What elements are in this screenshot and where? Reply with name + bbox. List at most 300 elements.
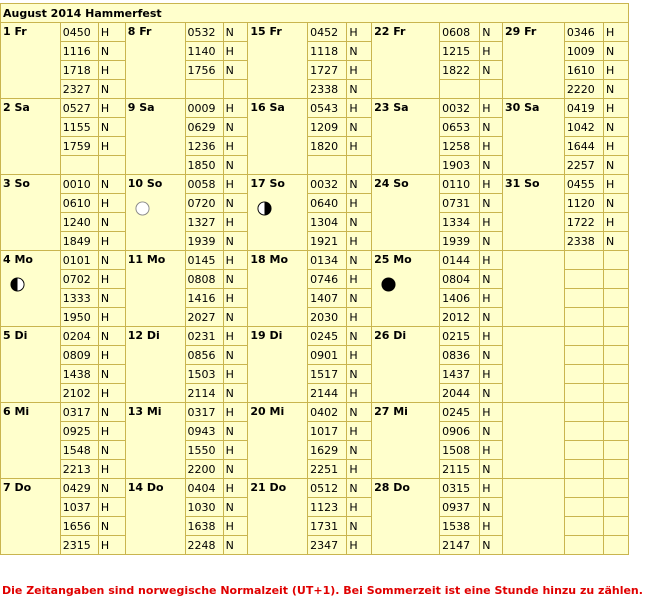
tide-type: H <box>347 460 372 479</box>
tide-type: H <box>98 137 125 156</box>
tide-time: 0215 <box>440 327 480 346</box>
tide-type: N <box>603 42 628 61</box>
tide-type: N <box>223 232 248 251</box>
day-cell <box>1 403 61 479</box>
day-label: 30 Sa <box>504 101 540 114</box>
tide-type: N <box>480 194 503 213</box>
tide-time <box>564 327 603 346</box>
tide-type: H <box>223 327 248 346</box>
day-label: 18 Mo <box>250 253 289 266</box>
day-label: 28 Do <box>374 481 410 494</box>
tide-time: 0543 <box>308 99 347 118</box>
tide-time: 0925 <box>60 422 98 441</box>
tide-time: 0404 <box>185 479 223 498</box>
tide-type: N <box>603 194 628 213</box>
tide-type: N <box>480 23 503 42</box>
tide-type: H <box>347 536 372 555</box>
tide-time: 2044 <box>440 384 480 403</box>
tide-time: 1258 <box>440 137 480 156</box>
tide-time: 0512 <box>308 479 347 498</box>
day-label: 1 Fr <box>3 25 27 38</box>
tide-type: N <box>223 422 248 441</box>
tide-type: H <box>223 175 248 194</box>
tide-time: 1030 <box>185 498 223 517</box>
tide-time: 1240 <box>60 213 98 232</box>
tide-time: 1727 <box>308 61 347 80</box>
tide-time: 2115 <box>440 460 480 479</box>
table-row <box>1 175 629 194</box>
tide-time: 1722 <box>564 213 603 232</box>
tide-time: 0346 <box>564 23 603 42</box>
full-moon-icon <box>135 201 150 216</box>
day-cell <box>125 403 185 479</box>
tide-time: 1327 <box>185 213 223 232</box>
tide-time: 0010 <box>60 175 98 194</box>
tide-time: 0402 <box>308 403 347 422</box>
tide-time: 1939 <box>440 232 480 251</box>
tide-type: N <box>603 80 628 99</box>
tide-time: 0720 <box>185 194 223 213</box>
tide-time: 0653 <box>440 118 480 137</box>
tide-time <box>564 498 603 517</box>
tide-time: 1116 <box>60 42 98 61</box>
day-cell <box>248 251 308 327</box>
day-label: 10 So <box>127 177 163 190</box>
tide-type <box>603 422 628 441</box>
day-cell <box>502 99 564 175</box>
tide-type <box>603 517 628 536</box>
tide-type <box>603 384 628 403</box>
tide-time: 2102 <box>60 384 98 403</box>
tide-time: 1215 <box>440 42 480 61</box>
tide-type: H <box>223 479 248 498</box>
tide-time <box>440 80 480 99</box>
day-cell <box>502 175 564 251</box>
tide-time: 1508 <box>440 441 480 460</box>
tide-type: N <box>98 479 125 498</box>
day-label: 16 Sa <box>250 101 285 114</box>
tide-type <box>223 80 248 99</box>
tide-type: N <box>223 308 248 327</box>
day-cell <box>1 23 61 99</box>
tide-type: N <box>480 270 503 289</box>
day-label: 7 Do <box>3 481 32 494</box>
tide-type: N <box>223 460 248 479</box>
tide-time: 0809 <box>60 346 98 365</box>
tide-type: H <box>480 42 503 61</box>
tide-type: N <box>98 403 125 422</box>
tide-type: H <box>223 213 248 232</box>
day-cell <box>1 479 61 555</box>
tide-time: 1756 <box>185 61 223 80</box>
tide-type: H <box>98 270 125 289</box>
tide-type <box>98 156 125 175</box>
day-label: 11 Mo <box>127 253 166 266</box>
tide-type <box>603 308 628 327</box>
day-cell <box>248 403 308 479</box>
tide-time: 0702 <box>60 270 98 289</box>
tide-time: 1950 <box>60 308 98 327</box>
time-note: Die Zeitangaben sind norwegische Normalzeit (UT+1). Bei Sommerzeit ist eine Stunde hinzu zu zählen. <box>2 584 643 597</box>
tide-type: N <box>223 61 248 80</box>
tide-type: N <box>98 365 125 384</box>
tide-type: N <box>480 384 503 403</box>
tide-type: H <box>480 213 503 232</box>
tide-type: H <box>223 42 248 61</box>
tide-time <box>564 365 603 384</box>
tide-time: 0527 <box>60 99 98 118</box>
tide-time: 0204 <box>60 327 98 346</box>
tide-type: N <box>98 517 125 536</box>
tide-type: N <box>480 232 503 251</box>
day-cell <box>1 251 61 327</box>
tide-type: N <box>223 23 248 42</box>
day-label: 17 So <box>250 177 285 190</box>
tide-time: 1550 <box>185 441 223 460</box>
tide-time: 0101 <box>60 251 98 270</box>
tide-type: H <box>347 384 372 403</box>
tide-type: N <box>480 61 503 80</box>
tide-time: 2030 <box>308 308 347 327</box>
tide-type: H <box>347 308 372 327</box>
tide-time: 1120 <box>564 194 603 213</box>
day-label: 23 Sa <box>374 101 409 114</box>
tide-time <box>564 479 603 498</box>
tide-type <box>480 80 503 99</box>
tide-time: 0419 <box>564 99 603 118</box>
tide-time: 1850 <box>185 156 223 175</box>
tide-time <box>564 346 603 365</box>
tide-type: N <box>223 118 248 137</box>
tide-type: N <box>347 80 372 99</box>
tide-time: 1406 <box>440 289 480 308</box>
tide-time: 0144 <box>440 251 480 270</box>
tide-time: 1123 <box>308 498 347 517</box>
day-label: 14 Do <box>127 481 164 494</box>
tide-type <box>603 289 628 308</box>
day-cell <box>1 175 61 251</box>
tide-time: 1638 <box>185 517 223 536</box>
tide-type: H <box>480 137 503 156</box>
tide-type: H <box>223 251 248 270</box>
tide-type <box>603 536 628 555</box>
tide-time <box>564 441 603 460</box>
tide-type: N <box>98 42 125 61</box>
tide-type: H <box>480 479 503 498</box>
tide-type: N <box>480 498 503 517</box>
tide-time: 0901 <box>308 346 347 365</box>
tide-type <box>603 270 628 289</box>
day-cell <box>248 175 308 251</box>
tide-type: N <box>223 156 248 175</box>
day-label: 26 Di <box>374 329 407 342</box>
tide-type: H <box>98 536 125 555</box>
tide-type: N <box>480 536 503 555</box>
tide-type: H <box>347 346 372 365</box>
day-cell <box>372 403 440 479</box>
tide-type: N <box>98 251 125 270</box>
tide-time: 0804 <box>440 270 480 289</box>
tide-type: H <box>98 99 125 118</box>
day-cell <box>372 251 440 327</box>
tide-time: 0731 <box>440 194 480 213</box>
tide-time: 1548 <box>60 441 98 460</box>
day-cell <box>372 479 440 555</box>
tide-time: 1236 <box>185 137 223 156</box>
day-cell <box>248 479 308 555</box>
tide-type: H <box>223 137 248 156</box>
tide-type: N <box>98 118 125 137</box>
tide-type: N <box>603 118 628 137</box>
tide-type: N <box>223 194 248 213</box>
tide-time: 0629 <box>185 118 223 137</box>
day-label: 12 Di <box>127 329 160 342</box>
tide-type <box>603 365 628 384</box>
tide-type: H <box>603 99 628 118</box>
tide-time: 2200 <box>185 460 223 479</box>
tide-type: H <box>98 23 125 42</box>
tide-type: H <box>347 270 372 289</box>
day-cell <box>372 175 440 251</box>
day-cell <box>248 99 308 175</box>
tide-type: N <box>347 517 372 536</box>
tide-time: 1304 <box>308 213 347 232</box>
day-label: 20 Mi <box>250 405 285 418</box>
tide-type: H <box>480 99 503 118</box>
tide-type: N <box>347 251 372 270</box>
tide-type: N <box>223 536 248 555</box>
tide-type: H <box>480 441 503 460</box>
tide-type: N <box>480 118 503 137</box>
tide-type: H <box>347 99 372 118</box>
tide-time: 0058 <box>185 175 223 194</box>
tide-time: 0032 <box>308 175 347 194</box>
tide-type <box>603 479 628 498</box>
tide-time: 1416 <box>185 289 223 308</box>
tide-time: 1903 <box>440 156 480 175</box>
tide-time: 1718 <box>60 61 98 80</box>
tide-type: N <box>98 289 125 308</box>
tide-time: 0452 <box>308 23 347 42</box>
tide-type: N <box>603 156 628 175</box>
tide-type: N <box>98 327 125 346</box>
day-cell <box>502 327 564 403</box>
tide-type: H <box>223 403 248 422</box>
tide-time <box>564 460 603 479</box>
day-label: 6 Mi <box>3 405 30 418</box>
tide-type: N <box>347 42 372 61</box>
tide-time: 1438 <box>60 365 98 384</box>
tide-type: H <box>603 23 628 42</box>
tide-time: 0937 <box>440 498 480 517</box>
tide-type: N <box>98 175 125 194</box>
tide-type: N <box>480 156 503 175</box>
page-title: August 2014 Hammerfest <box>1 4 629 23</box>
tide-type: H <box>223 289 248 308</box>
tide-time: 1538 <box>440 517 480 536</box>
tide-type: N <box>347 479 372 498</box>
day-cell <box>125 251 185 327</box>
tide-time: 0450 <box>60 23 98 42</box>
tide-time: 0245 <box>440 403 480 422</box>
tide-type: H <box>347 232 372 251</box>
tide-time: 0245 <box>308 327 347 346</box>
tide-time: 1009 <box>564 42 603 61</box>
day-cell <box>372 327 440 403</box>
tide-type: N <box>480 346 503 365</box>
tide-type <box>603 327 628 346</box>
tide-time: 1140 <box>185 42 223 61</box>
day-cell <box>502 23 564 99</box>
tide-type: N <box>603 232 628 251</box>
tide-time: 1820 <box>308 137 347 156</box>
tide-type: H <box>347 194 372 213</box>
tide-time: 1822 <box>440 61 480 80</box>
tide-type: H <box>98 460 125 479</box>
tide-type: N <box>480 422 503 441</box>
tide-time: 0808 <box>185 270 223 289</box>
day-cell <box>502 479 564 555</box>
tide-time: 0032 <box>440 99 480 118</box>
tide-type <box>603 403 628 422</box>
tide-type: H <box>98 384 125 403</box>
tide-type: H <box>480 517 503 536</box>
tide-time: 0315 <box>440 479 480 498</box>
tide-time: 2147 <box>440 536 480 555</box>
tide-time: 1334 <box>440 213 480 232</box>
tide-type: H <box>223 365 248 384</box>
tide-time: 1209 <box>308 118 347 137</box>
tide-time: 0608 <box>440 23 480 42</box>
tide-type: N <box>347 441 372 460</box>
tide-type: N <box>480 460 503 479</box>
tide-time: 0856 <box>185 346 223 365</box>
day-cell <box>1 99 61 175</box>
day-cell <box>1 327 61 403</box>
tide-time: 0943 <box>185 422 223 441</box>
tide-time: 1644 <box>564 137 603 156</box>
tide-type: H <box>603 137 628 156</box>
tide-type: H <box>223 441 248 460</box>
tide-type: H <box>347 422 372 441</box>
day-cell <box>502 251 564 327</box>
table-row <box>1 23 629 42</box>
tide-time: 0906 <box>440 422 480 441</box>
tide-type: H <box>603 175 628 194</box>
tide-time: 0009 <box>185 99 223 118</box>
tide-type: H <box>603 61 628 80</box>
tide-time: 2338 <box>308 80 347 99</box>
tide-time: 1407 <box>308 289 347 308</box>
tide-type: H <box>347 23 372 42</box>
tide-time: 0429 <box>60 479 98 498</box>
tide-type: N <box>223 346 248 365</box>
tide-type: H <box>347 137 372 156</box>
day-cell <box>125 479 185 555</box>
tide-time: 0317 <box>185 403 223 422</box>
tide-type: H <box>480 251 503 270</box>
table-row <box>1 327 629 346</box>
table-row <box>1 99 629 118</box>
tide-type: H <box>98 498 125 517</box>
tide-type: N <box>347 175 372 194</box>
tide-type: N <box>347 289 372 308</box>
day-label: 8 Fr <box>127 25 152 38</box>
tide-time: 1731 <box>308 517 347 536</box>
tide-time: 0746 <box>308 270 347 289</box>
tide-type <box>603 460 628 479</box>
tide-time: 1610 <box>564 61 603 80</box>
tide-type <box>347 156 372 175</box>
tide-time <box>60 156 98 175</box>
day-label: 4 Mo <box>3 253 33 266</box>
tide-time: 1333 <box>60 289 98 308</box>
tide-type: H <box>98 61 125 80</box>
tide-type: N <box>347 365 372 384</box>
tide-time: 0134 <box>308 251 347 270</box>
day-cell <box>502 403 564 479</box>
tide-time: 2248 <box>185 536 223 555</box>
tide-time <box>185 80 223 99</box>
tide-time: 2213 <box>60 460 98 479</box>
tide-type: N <box>480 308 503 327</box>
tide-type <box>603 251 628 270</box>
tide-type: H <box>98 422 125 441</box>
tide-time: 2114 <box>185 384 223 403</box>
tide-calendar <box>0 3 629 555</box>
day-label: 21 Do <box>250 481 287 494</box>
tide-time: 2257 <box>564 156 603 175</box>
tide-time: 0317 <box>60 403 98 422</box>
tide-type: N <box>347 118 372 137</box>
tide-time: 1017 <box>308 422 347 441</box>
tide-time: 2144 <box>308 384 347 403</box>
tide-time <box>564 384 603 403</box>
tide-time: 1037 <box>60 498 98 517</box>
day-label: 24 So <box>374 177 409 190</box>
tide-type: H <box>603 213 628 232</box>
tide-type <box>603 346 628 365</box>
tide-type <box>603 441 628 460</box>
tide-time <box>564 308 603 327</box>
tide-time: 2327 <box>60 80 98 99</box>
tide-time: 0231 <box>185 327 223 346</box>
day-label: 2 Sa <box>3 101 30 114</box>
day-cell <box>248 327 308 403</box>
tide-time: 2027 <box>185 308 223 327</box>
tide-type: H <box>98 194 125 213</box>
day-label: 27 Mi <box>374 405 408 418</box>
tide-type: N <box>98 80 125 99</box>
tide-type: N <box>347 213 372 232</box>
tide-time: 0455 <box>564 175 603 194</box>
day-label: 15 Fr <box>250 25 282 38</box>
day-cell <box>125 175 185 251</box>
tide-time: 2251 <box>308 460 347 479</box>
tide-type: H <box>347 498 372 517</box>
tide-type: H <box>480 365 503 384</box>
tide-time: 2315 <box>60 536 98 555</box>
day-cell <box>248 23 308 99</box>
tide-type: N <box>98 441 125 460</box>
tide-type <box>603 498 628 517</box>
tide-time: 1849 <box>60 232 98 251</box>
tide-time: 1939 <box>185 232 223 251</box>
day-label: 29 Fr <box>504 25 537 38</box>
tide-time <box>564 403 603 422</box>
day-label: 9 Sa <box>127 101 155 114</box>
tide-type: H <box>98 232 125 251</box>
